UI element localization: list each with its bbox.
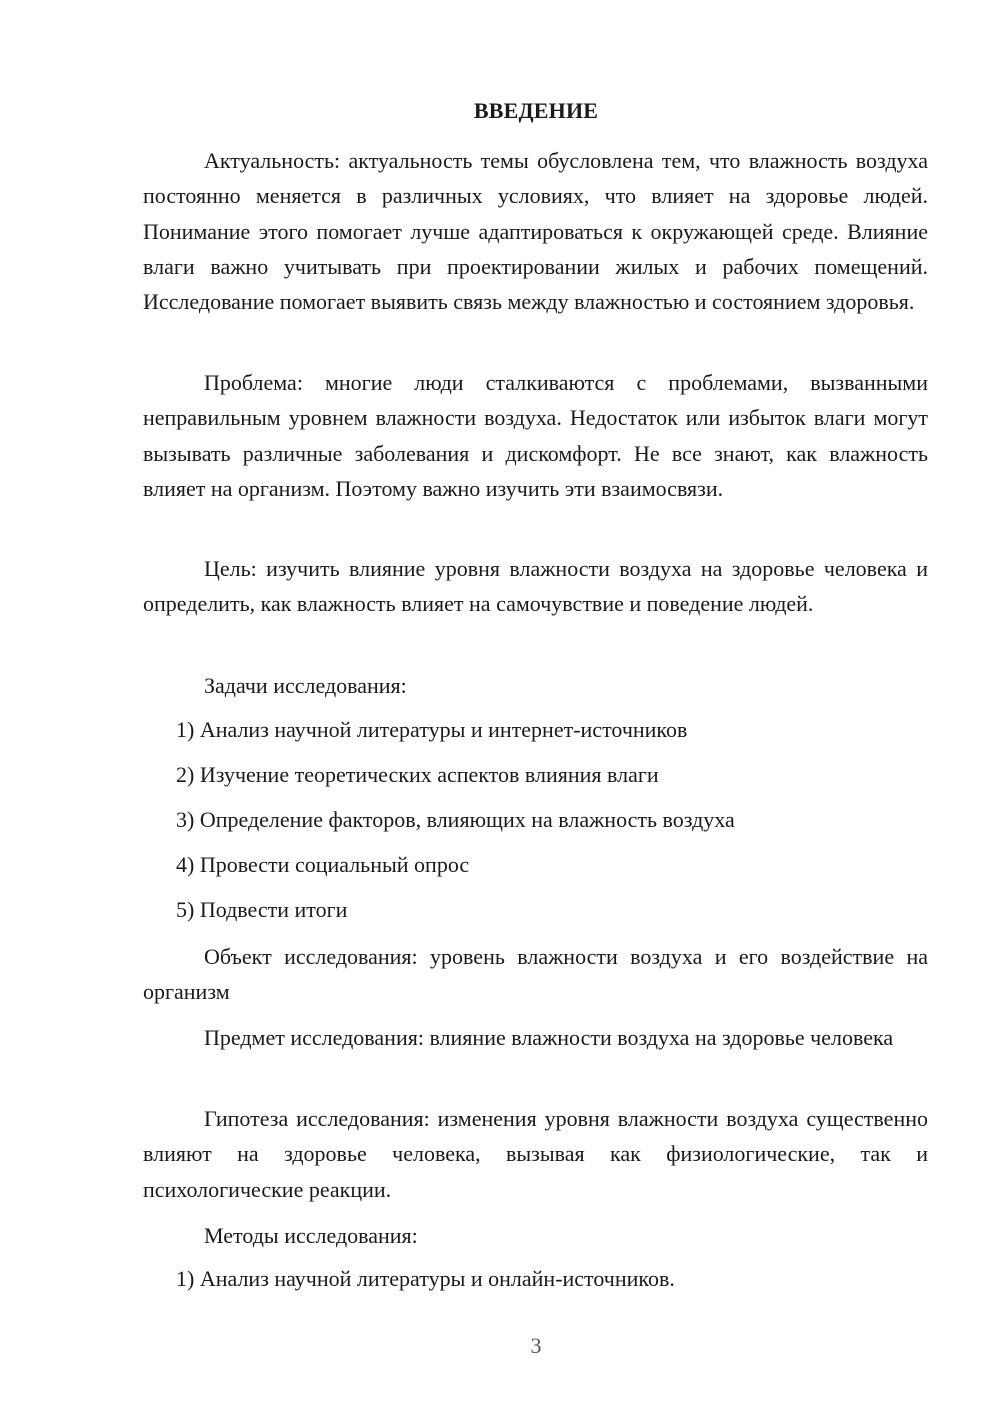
problem-paragraph: Проблема: многие люди сталкиваются с проблемами, вызванными неправильным уровнем влажности воздуха. Недостаток или избыток влаги могут вызывать различные заболевания и дискомфорт. Не все знают, как влажность влияет на организм. Поэтому важно изучить эти взаимосвязи. — [143, 370, 928, 501]
page-number: 3 — [530, 1333, 542, 1358]
methods-title: Методы исследования: — [204, 1223, 418, 1248]
hypothesis-paragraph: Гипотеза исследования: изменения уровня влажности воздуха существенно влияют на здоровье человека, вызывая как физиологические, так и психологические реакции. — [143, 1106, 928, 1202]
object-paragraph: Объект исследования: уровень влажности воздуха и его воздействие на организм — [143, 944, 928, 1005]
task-item-1: 1) Анализ научной литературы и интернет-источников — [176, 717, 688, 742]
task-item-5: 5) Подвести итоги — [176, 897, 348, 922]
goal-paragraph: Цель: изучить влияние уровня влажности воздуха на здоровье человека и определить, как влажность влияет на самочувствие и поведение людей. — [143, 556, 928, 617]
document-heading: ВВЕДЕНИЕ — [473, 98, 599, 123]
tasks-title: Задачи исследования: — [204, 673, 407, 698]
subject-paragraph: Предмет исследования: влияние влажности воздуха на здоровье человека — [204, 1025, 894, 1050]
method-item-1: 1) Анализ научной литературы и онлайн-источников. — [176, 1266, 675, 1291]
task-item-3: 3) Определение факторов, влияющих на влажность воздуха — [176, 807, 735, 832]
relevance-paragraph: Актуальность: актуальность темы обусловлена тем, что влажность воздуха постоянно меняется в различных условиях, что влияет на здоровье людей. Понимание этого помогает лучше адаптироваться к окружающей среде. Влияние влаги важно учитывать при проектировании жилых и рабочих помещений. Исследование помогает выявить связь между влажностью и состоянием здоровья. — [143, 148, 928, 315]
task-item-2: 2) Изучение теоретических аспектов влияния влаги — [176, 762, 659, 787]
task-item-4: 4) Провести социальный опрос — [176, 852, 470, 877]
